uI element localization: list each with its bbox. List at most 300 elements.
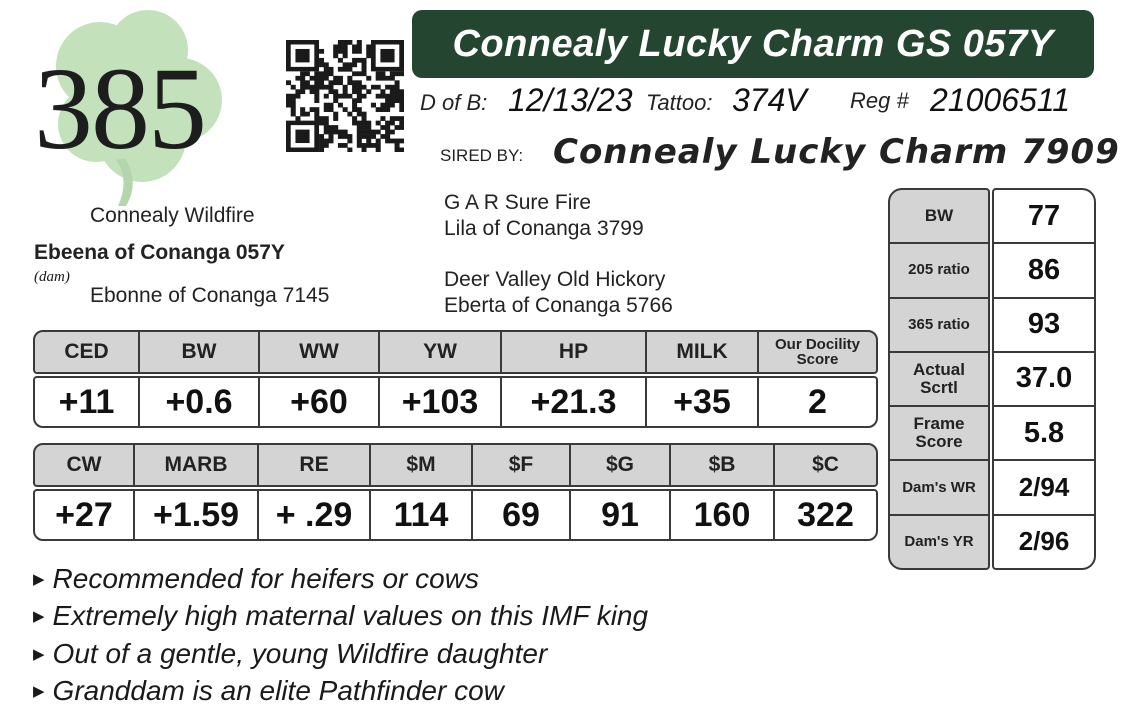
- qr-module: [324, 94, 329, 99]
- qr-module: [305, 71, 310, 76]
- qr-module: [314, 98, 319, 103]
- qr-module: [362, 67, 367, 72]
- stat-label-dams-yr: Dam's YR: [904, 532, 974, 550]
- epd-value-f: 69: [473, 491, 571, 539]
- qr-module: [319, 139, 324, 144]
- qr-module: [295, 89, 300, 94]
- qr-module: [300, 80, 305, 85]
- qr-module: [376, 148, 381, 152]
- epd-header-milk: MILK: [647, 332, 759, 372]
- qr-module: [390, 98, 395, 103]
- qr-module: [357, 112, 362, 117]
- qr-module: [376, 121, 381, 126]
- qr-module: [319, 121, 324, 126]
- stat-label-frame-score: Frame Score: [890, 407, 988, 461]
- tattoo-value: 374V: [732, 82, 807, 118]
- qr-module: [395, 148, 400, 152]
- qr-module: [390, 85, 395, 90]
- qr-module: [362, 116, 367, 121]
- qr-module: [305, 85, 310, 90]
- qr-module: [395, 80, 400, 85]
- qr-module: [399, 148, 404, 152]
- qr-module: [338, 103, 343, 108]
- qr-module: [338, 130, 343, 135]
- qr-module: [366, 134, 371, 139]
- qr-module: [399, 71, 404, 76]
- qr-module: [324, 130, 329, 135]
- triangle-right-icon: ▶: [33, 646, 45, 663]
- stat-label-actual-scrtl: Actual Scrtl: [890, 353, 988, 407]
- qr-module: [310, 107, 315, 112]
- qr-module: [357, 134, 362, 139]
- qr-module: [300, 112, 305, 117]
- qr-module: [343, 130, 348, 135]
- qr-module: [333, 80, 338, 85]
- qr-module: [352, 107, 357, 112]
- epd-header-yw: YW: [380, 332, 502, 372]
- qr-module: [390, 130, 395, 135]
- epd-header-row: [33, 330, 878, 374]
- qr-module: [380, 125, 385, 130]
- epd-header-row: [33, 443, 878, 487]
- qr-module: [385, 125, 390, 130]
- stat-value-bw: 77: [994, 190, 1094, 244]
- epd-value-milk: +35: [647, 378, 759, 426]
- qr-module: [333, 49, 338, 54]
- epd-header-g: $G: [571, 445, 671, 485]
- qr-module: [352, 80, 357, 85]
- feature-bullet-text: Granddam is an elite Pathfinder cow: [52, 675, 504, 706]
- qr-module: [352, 89, 357, 94]
- qr-module: [333, 125, 338, 130]
- qr-module: [399, 103, 404, 108]
- qr-module: [357, 94, 362, 99]
- qr-finder: [295, 130, 309, 143]
- qr-module: [338, 67, 343, 72]
- qr-module: [314, 89, 319, 94]
- qr-module: [324, 143, 329, 148]
- qr-module: [376, 71, 381, 76]
- epd-value-docility: 2: [808, 382, 827, 421]
- qr-module: [390, 94, 395, 99]
- epd-value-c: 322: [797, 495, 854, 534]
- triangle-right-icon: ▶: [33, 683, 45, 700]
- qr-module: [314, 80, 319, 85]
- qr-module: [357, 98, 362, 103]
- qr-module: [357, 89, 362, 94]
- stat-value-365-ratio: 93: [994, 299, 1094, 353]
- qr-module: [333, 98, 338, 103]
- epd-header-cw: CW: [35, 445, 135, 485]
- qr-module: [324, 62, 329, 67]
- qr-module: [399, 139, 404, 144]
- qr-module: [385, 85, 390, 90]
- feature-bullet: [33, 600, 648, 632]
- epd-value-row: [33, 376, 878, 428]
- qr-module: [366, 44, 371, 49]
- qr-module: [395, 89, 400, 94]
- feature-bullet-text: Extremely high maternal values on this IMF king: [52, 600, 649, 631]
- qr-module: [324, 116, 329, 121]
- qr-module: [362, 62, 367, 67]
- qr-module: [291, 98, 296, 103]
- qr-module: [305, 80, 310, 85]
- qr-module: [399, 121, 404, 126]
- qr-module: [395, 71, 400, 76]
- qr-module: [338, 80, 343, 85]
- epd-value-b: 160: [671, 491, 775, 539]
- qr-module: [385, 103, 390, 108]
- qr-module: [343, 143, 348, 148]
- qr-module: [385, 107, 390, 112]
- epd-header-bw: BW: [140, 332, 260, 372]
- qr-module: [376, 76, 381, 81]
- qr-module: [371, 130, 376, 135]
- qr-module: [314, 116, 319, 121]
- qr-module: [295, 76, 300, 81]
- qr-module: [395, 125, 400, 130]
- qr-module: [343, 134, 348, 139]
- qr-module: [362, 134, 367, 139]
- qr-module: [300, 107, 305, 112]
- stat-label-dams-wr: Dam's WR: [890, 461, 988, 515]
- qr-module: [385, 121, 390, 126]
- epd-header-re: RE: [259, 445, 371, 485]
- qr-module: [399, 89, 404, 94]
- qr-module: [319, 148, 324, 152]
- qr-module: [328, 139, 333, 144]
- epd-value-m: 114: [371, 491, 473, 539]
- qr-module: [310, 85, 315, 90]
- epd-header-b: $B: [671, 445, 775, 485]
- qr-module: [343, 89, 348, 94]
- epd-value-g: 91: [571, 491, 671, 539]
- qr-module: [362, 71, 367, 76]
- qr-module: [324, 71, 329, 76]
- feature-bullet: [33, 675, 504, 707]
- qr-module: [357, 40, 362, 45]
- qr-module: [390, 116, 395, 121]
- qr-module: [319, 58, 324, 63]
- qr-module: [324, 125, 329, 130]
- qr-module: [376, 130, 381, 135]
- qr-module: [347, 62, 352, 67]
- stat-value-dams-wr: 2/94: [994, 461, 1094, 515]
- qr-module: [324, 121, 329, 126]
- qr-finder: [380, 49, 394, 62]
- qr-module: [343, 62, 348, 67]
- qr-module: [366, 76, 371, 81]
- dob-label: D of B:: [420, 90, 488, 115]
- qr-module: [380, 103, 385, 108]
- qr-module: [319, 116, 324, 121]
- qr-module: [300, 89, 305, 94]
- qr-module: [385, 130, 390, 135]
- qr-module: [362, 148, 367, 152]
- qr-module: [286, 103, 291, 108]
- qr-module: [357, 130, 362, 135]
- qr-module: [343, 94, 348, 99]
- epd-header-hp: HP: [502, 332, 647, 372]
- qr-module: [362, 112, 367, 117]
- qr-module: [362, 130, 367, 135]
- animal-name: Connealy Lucky Charm GS 057Y: [452, 22, 1054, 65]
- qr-module: [385, 94, 390, 99]
- qr-module: [291, 112, 296, 117]
- qr-module: [319, 49, 324, 54]
- qr-module: [333, 130, 338, 135]
- qr-module: [371, 143, 376, 148]
- qr-module: [314, 85, 319, 90]
- qr-module: [352, 44, 357, 49]
- stat-label-365-ratio: 365 ratio: [890, 299, 988, 353]
- qr-module: [343, 107, 348, 112]
- qr-module: [328, 80, 333, 85]
- qr-module: [357, 71, 362, 76]
- qr-module: [305, 112, 310, 117]
- qr-module: [395, 85, 400, 90]
- qr-module: [390, 71, 395, 76]
- qr-module: [399, 98, 404, 103]
- qr-finder: [295, 49, 309, 62]
- qr-module: [362, 58, 367, 63]
- qr-module: [347, 80, 352, 85]
- qr-module: [314, 112, 319, 117]
- qr-module: [324, 85, 329, 90]
- qr-module: [291, 94, 296, 99]
- qr-module: [357, 139, 362, 144]
- qr-module: [357, 107, 362, 112]
- qr-module: [357, 80, 362, 85]
- qr-module: [362, 94, 367, 99]
- epd-header-c: $C: [812, 453, 839, 476]
- stat-value-frame-score: 5.8: [994, 407, 1094, 461]
- qr-module: [385, 76, 390, 81]
- qr-module: [399, 125, 404, 130]
- qr-module: [328, 103, 333, 108]
- feature-bullet-text: Recommended for heifers or cows: [52, 563, 479, 594]
- qr-module: [310, 76, 315, 81]
- qr-module: [395, 98, 400, 103]
- qr-module: [343, 49, 348, 54]
- side-stats-labels: [888, 188, 990, 570]
- qr-module: [376, 85, 381, 90]
- qr-module: [347, 94, 352, 99]
- qr-module: [376, 143, 381, 148]
- qr-module: [286, 94, 291, 99]
- stat-value-205-ratio: 86: [994, 244, 1094, 298]
- qr-module: [338, 76, 343, 81]
- qr-module: [319, 134, 324, 139]
- pedigree-dam-sire: Connealy Wildfire: [90, 204, 255, 227]
- qr-module: [362, 85, 367, 90]
- feature-bullet: [33, 563, 479, 595]
- epd-value-row: [33, 489, 878, 541]
- reg-label: Reg #: [850, 88, 909, 113]
- qr-module: [357, 85, 362, 90]
- qr-module: [300, 85, 305, 90]
- qr-module: [291, 107, 296, 112]
- qr-module: [314, 107, 319, 112]
- qr-module: [324, 67, 329, 72]
- qr-module: [366, 143, 371, 148]
- epd-value-hp: +21.3: [502, 378, 647, 426]
- side-stats-values: [992, 188, 1096, 570]
- qr-module: [328, 67, 333, 72]
- qr-module: [371, 134, 376, 139]
- reg-value: 21006511: [930, 82, 1070, 118]
- qr-module: [347, 148, 352, 152]
- qr-module: [352, 62, 357, 67]
- sire-name: Connealy Lucky Charm 7909: [553, 132, 1120, 172]
- epd-header-m: $M: [371, 445, 473, 485]
- qr-module: [338, 49, 343, 54]
- qr-module: [376, 107, 381, 112]
- qr-module: [347, 40, 352, 45]
- epd-value-ced: +11: [35, 378, 140, 426]
- sired-by-label: SIRED BY:: [440, 146, 524, 165]
- qr-module: [366, 125, 371, 130]
- qr-module: [352, 58, 357, 63]
- qr-module: [333, 53, 338, 58]
- qr-module: [362, 125, 367, 130]
- qr-module: [338, 44, 343, 49]
- qr-module: [352, 49, 357, 54]
- qr-module: [371, 85, 376, 90]
- epd-table-growth: [33, 330, 878, 428]
- qr-module: [314, 76, 319, 81]
- qr-module: [366, 139, 371, 144]
- feature-bullet-text: Out of a gentle, young Wildfire daughter: [52, 638, 548, 669]
- epd-value-bw: +0.6: [140, 378, 260, 426]
- pedigree-dam-dam: Ebonne of Conanga 7145: [90, 284, 330, 307]
- qr-module: [319, 71, 324, 76]
- qr-module: [399, 94, 404, 99]
- qr-module: [347, 76, 352, 81]
- qr-module: [352, 71, 357, 76]
- qr-module: [395, 139, 400, 144]
- qr-module: [380, 89, 385, 94]
- qr-module: [328, 85, 333, 90]
- qr-module: [395, 94, 400, 99]
- qr-module: [366, 89, 371, 94]
- qr-module: [347, 112, 352, 117]
- qr-module: [338, 143, 343, 148]
- qr-module: [319, 62, 324, 67]
- qr-module: [343, 44, 348, 49]
- qr-module: [380, 94, 385, 99]
- dob-value: 12/13/23: [508, 82, 633, 118]
- tattoo-label: Tattoo:: [646, 90, 713, 115]
- qr-module: [366, 49, 371, 54]
- epd-header-docility: Our Docility Score: [774, 336, 860, 368]
- qr-module: [333, 76, 338, 81]
- qr-module: [366, 121, 371, 126]
- qr-module: [347, 67, 352, 72]
- epd-value-ww: +60: [260, 378, 380, 426]
- epd-header-ww: WW: [260, 332, 380, 372]
- qr-module: [291, 103, 296, 108]
- qr-module: [347, 139, 352, 144]
- qr-module: [399, 107, 404, 112]
- qr-module: [352, 121, 357, 126]
- qr-module: [328, 71, 333, 76]
- qr-module: [357, 143, 362, 148]
- qr-module: [366, 130, 371, 135]
- qr-module: [357, 121, 362, 126]
- qr-module: [380, 71, 385, 76]
- qr-module: [291, 85, 296, 90]
- qr-module: [357, 125, 362, 130]
- qr-module: [395, 143, 400, 148]
- qr-module: [390, 139, 395, 144]
- qr-module: [333, 89, 338, 94]
- qr-module: [324, 139, 329, 144]
- epd-value-re: + .29: [259, 491, 371, 539]
- qr-module: [380, 76, 385, 81]
- lot-number: 385: [34, 43, 205, 174]
- qr-module: [324, 103, 329, 108]
- qr-module: [343, 67, 348, 72]
- qr-code-icon: [286, 40, 404, 152]
- qr-module: [333, 116, 338, 121]
- qr-module: [399, 116, 404, 121]
- qr-module: [343, 40, 348, 45]
- qr-module: [352, 116, 357, 121]
- qr-module: [324, 76, 329, 81]
- qr-module: [338, 134, 343, 139]
- qr-module: [314, 94, 319, 99]
- title-banner: [412, 10, 1094, 78]
- qr-module: [338, 94, 343, 99]
- pedigree-dam-sire-2: Deer Valley Old Hickory: [444, 268, 666, 291]
- qr-module: [324, 107, 329, 112]
- epd-value-marb: +1.59: [135, 491, 259, 539]
- epd-header-marb: MARB: [135, 445, 259, 485]
- qr-module: [333, 94, 338, 99]
- qr-module: [319, 76, 324, 81]
- qr-module: [319, 80, 324, 85]
- qr-module: [319, 143, 324, 148]
- qr-module: [390, 89, 395, 94]
- epd-value-cw: +27: [35, 491, 135, 539]
- qr-module: [357, 58, 362, 63]
- stat-label-205-ratio: 205 ratio: [890, 244, 988, 298]
- qr-module: [338, 58, 343, 63]
- qr-module: [328, 89, 333, 94]
- qr-module: [376, 94, 381, 99]
- qr-module: [286, 80, 291, 85]
- qr-module: [333, 44, 338, 49]
- pedigree-dam-tag: (dam): [34, 269, 70, 285]
- epd-value-yw: +103: [380, 378, 502, 426]
- qr-module: [300, 71, 305, 76]
- qr-module: [295, 94, 300, 99]
- qr-module: [328, 125, 333, 130]
- epd-table-carcass: [33, 443, 878, 541]
- qr-module: [362, 121, 367, 126]
- qr-module: [380, 107, 385, 112]
- qr-module: [376, 139, 381, 144]
- qr-module: [343, 53, 348, 58]
- side-stats-table: [888, 188, 1096, 570]
- qr-module: [300, 76, 305, 81]
- qr-module: [380, 116, 385, 121]
- qr-module: [366, 53, 371, 58]
- qr-module: [390, 103, 395, 108]
- feature-bullet: [33, 638, 547, 670]
- qr-module: [314, 71, 319, 76]
